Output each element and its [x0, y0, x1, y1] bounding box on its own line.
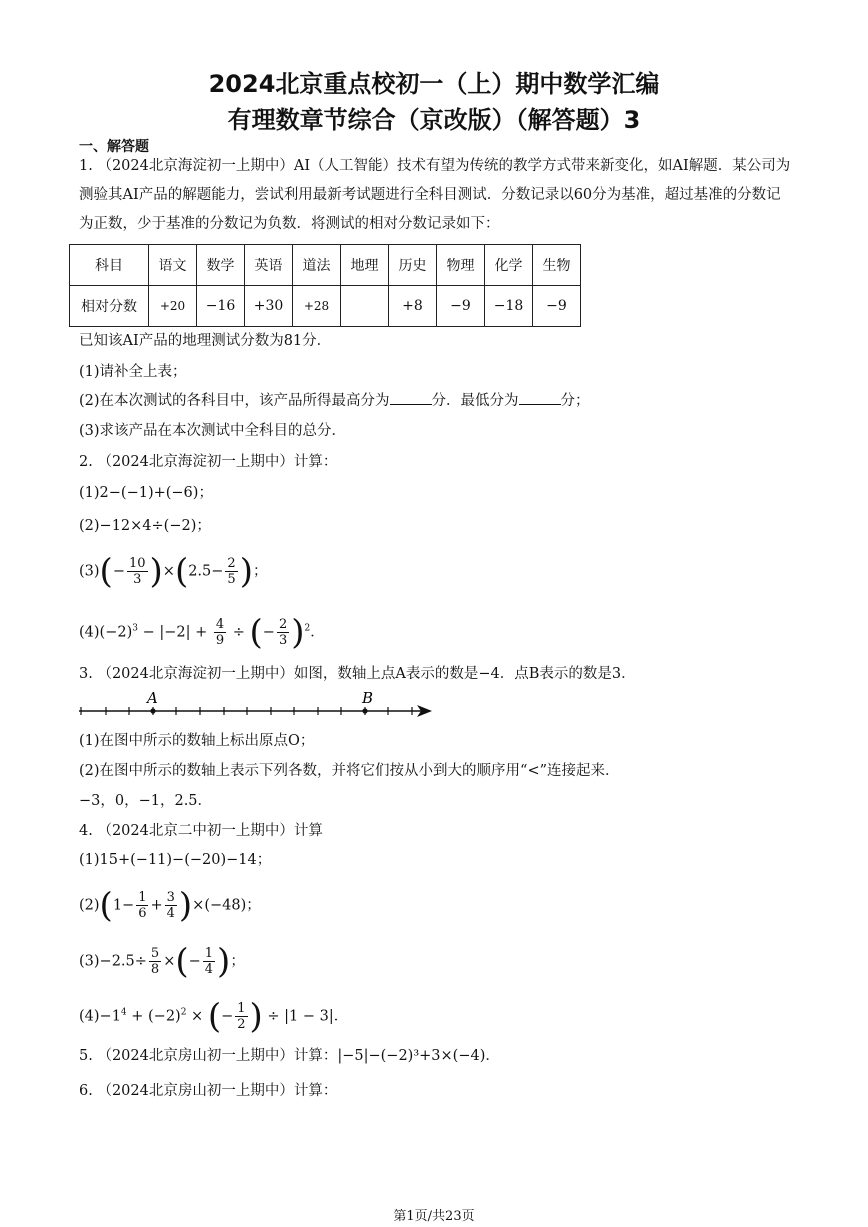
score-table — [69, 244, 581, 327]
q1-known: 已知该AI产品的地理测试分数为81分． — [79, 333, 332, 349]
q1-part3: (3)求该产品在本次测试中全科目的总分． — [79, 423, 347, 439]
table-cell: +28 — [293, 286, 341, 327]
point-b — [362, 708, 367, 713]
table-cell: 物理 — [437, 245, 485, 286]
table-cell: 生物 — [533, 245, 581, 286]
q4-expr-2: (2)(1− $\frac{1}{6}$ + $\frac{3}{4}$ )×(−48)； — [79, 885, 261, 926]
table-cell: −16 — [197, 286, 245, 327]
section-heading: 一、解答题 — [79, 139, 149, 155]
page-footer: 第1页/共23页 — [393, 1209, 475, 1224]
table-cell: −9 — [437, 286, 485, 327]
q3-intro: 3. （2024北京海淀初一上期中）如图，数轴上点A表示的数是−4．点B表示的数是3． — [79, 666, 636, 682]
q2-expr-3: (3)(− $\frac{10}{3}$ )×(2.5− $\frac{2}{5}$ )； — [79, 551, 268, 592]
table-cell: 化学 — [485, 245, 533, 286]
q1-part1: (1)请补全上表； — [79, 364, 187, 380]
q3-numbers: −3，0，−1，2.5． — [79, 793, 213, 809]
table-cell: −18 — [485, 286, 533, 327]
q1-part2-text: 分．最低分为 — [431, 393, 519, 409]
q6-text: 6. （2024北京房山初一上期中）计算： — [79, 1083, 338, 1099]
label-a: A — [147, 689, 158, 707]
title-line-1: 2024北京重点校初一（上）期中数学汇编 — [208, 70, 660, 98]
table-cell: 科目 — [70, 245, 149, 286]
q5-text: 5. （2024北京房山初一上期中）计算：|−5|−(−2)³+3×(−4)． — [79, 1048, 500, 1064]
table-cell: 道法 — [293, 245, 341, 286]
expr-label: (3) — [79, 563, 100, 580]
answer-blank[interactable] — [390, 404, 432, 405]
q4-expr-1: (1)15+(−11)−(−20)−14； — [79, 852, 272, 868]
title-line-2: 有理数章节综合（京改版）（解答题）3 — [227, 106, 641, 134]
q1-intro: 1. （2024北京海淀初一上期中）AI（人工智能）技术有望为传统的教学方式带来新变化，如AI解题．某公司为测验其AI产品的解题能力，尝试利用最新考试题进行全科目测试．分数记录以60分为基准，超过基准的分数记为正数，少于基准的分数记为负数．将测试的相对分数记录如下： — [79, 158, 791, 232]
score-table-header-row — [70, 245, 581, 286]
number-line[interactable] — [75, 688, 435, 722]
q2-expr-2: (2)−12×4÷(−2)； — [79, 518, 211, 534]
table-cell: +8 — [389, 286, 437, 327]
q2-expr-1: (1)2−(−1)+(−6)； — [79, 485, 213, 501]
label-b: B — [362, 689, 374, 707]
expr-label: (4) — [79, 624, 100, 641]
q1-part2-text: 分； — [560, 393, 590, 409]
table-cell: +30 — [245, 286, 293, 327]
q3-part1: (1)在图中所示的数轴上标出原点O； — [79, 733, 315, 749]
table-cell: 英语 — [245, 245, 293, 286]
q1-part2-text: (2)在本次测试的各科目中，该产品所得最高分为 — [79, 393, 390, 409]
table-cell: 地理 — [341, 245, 389, 286]
q4-expr-4: $(4)-1^4 + (-2)^2$ × (− $\frac{1}{2}$ ) ÷ |1 − 3|． — [79, 996, 349, 1037]
q4-expr-3: (3)−2.5÷ $\frac{5}{8}$ ×(− $\frac{1}{4}$ )； — [79, 941, 245, 982]
q2-expr-4: $(4)(-2)^3 - |-2|$ + $\frac{4}{9}$ ÷ (− $\frac{2}{3}$ )$^2$． — [79, 612, 325, 653]
table-cell: 历史 — [389, 245, 437, 286]
q2-intro: 2. （2024北京海淀初一上期中）计算： — [79, 454, 338, 470]
answer-blank[interactable] — [519, 404, 561, 405]
table-row-label: 相对分数 — [70, 286, 149, 327]
q1-part2 — [79, 391, 590, 411]
table-cell-empty[interactable] — [341, 286, 389, 327]
q4-intro: 4. （2024北京二中初一上期中）计算 — [79, 823, 323, 839]
table-cell: 数学 — [197, 245, 245, 286]
q3-part2: (2)在图中所示的数轴上表示下列各数，并将它们按从小到大的顺序用“<”连接起来． — [79, 763, 620, 779]
table-cell: 语文 — [149, 245, 197, 286]
table-cell: −9 — [533, 286, 581, 327]
table-cell: +20 — [149, 286, 197, 327]
point-a — [150, 708, 155, 713]
score-table-value-row — [70, 286, 581, 327]
